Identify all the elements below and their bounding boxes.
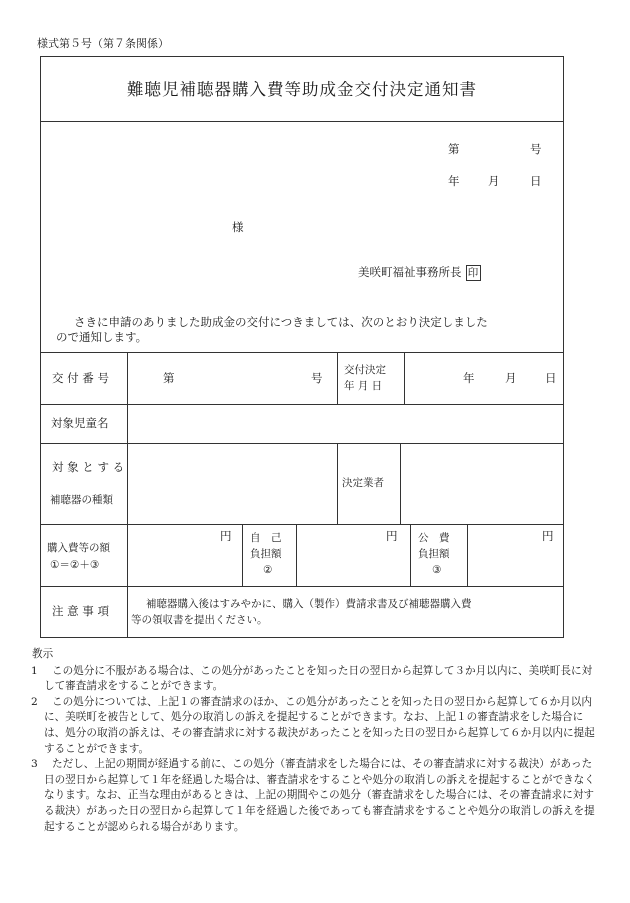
instructions-heading: 教示 [32, 648, 54, 660]
yen-total: 円 [220, 529, 232, 543]
header-gou: 号 [530, 142, 542, 156]
label-self-burden-3: ② [263, 564, 273, 576]
notes-text-2: 等の領収書を提出ください。 [131, 614, 268, 626]
instruction-text: この処分に不服がある場合は、この処分があったことを知った日の翌日から起算して３か月以内に、美咲町長に対して審査請求をすることができます。 [44, 664, 593, 693]
label-hearing-aid-type-1: 対 象 と す る [52, 460, 125, 474]
label-decision-date-1: 交付決定 [344, 364, 386, 376]
row3-col-line-a [337, 443, 338, 524]
label-purchase-amount-2: ①＝②＋③ [50, 559, 100, 571]
header-dai: 第 [448, 142, 460, 156]
yen-self: 円 [386, 529, 398, 543]
decision-hi: 日 [545, 371, 557, 385]
notes-text-1: 補聴器購入後はすみやかに、購入（製作）費請求書及び補聴器購入費 [146, 598, 472, 610]
decision-nen: 年 [463, 371, 475, 385]
instruction-item [32, 664, 602, 695]
yen-public: 円 [542, 529, 554, 543]
row1-col-line-a [337, 352, 338, 404]
table-row-line-3 [40, 524, 564, 525]
instruction-number: 3 [31, 758, 38, 771]
label-notes: 注 意 事 項 [52, 604, 109, 618]
label-hearing-aid-type-2: 補聴器の種類 [50, 494, 113, 506]
intro-line-2: ので通知します。 [56, 330, 148, 344]
instruction-text: この処分については、上記１の審査請求のほか、この処分があったことを知った日の翌日から起算して６か月以内に、美咲町を被告として、処分の取消しの訴えを提起することができます。なお、上記１の審査請求をした場合には、処分の取消の訴えは、その審査請求に対する裁決があったことを知った日の翌日から起算して６か月以内に提起することができます。 [44, 695, 595, 755]
row4-col-line-d [467, 524, 468, 586]
row4-col-line-c [410, 524, 411, 586]
instruction-text: ただし、上記の期間が経過する前に、この処分（審査請求をした場合には、その審査請求に対する裁決）があった日の翌日から起算して１年を経過した場合は、審査請求をすることや処分の取消しの訴えを提起することができなくなります。なお、正当な理由があるときは、上記の期間やこの処分（審査請求をした場合には、その審査請求に対する裁決）があった日の翌日から起算して１年を経過した後であっても審査請求をすることや処分の取消しの訴えを提起することが認められる場合があります。 [44, 758, 595, 833]
table-row-line-4 [40, 586, 564, 587]
header-hi: 日 [530, 174, 542, 188]
title-divider [40, 121, 564, 122]
label-issue-number: 交 付 番 号 [52, 371, 109, 385]
table-row-line-2 [40, 443, 564, 444]
addressee-sama: 様 [232, 220, 244, 234]
instruction-item [32, 757, 602, 835]
row4-col-line-b [296, 524, 297, 586]
decision-tsuki: 月 [505, 371, 517, 385]
seal-mark: 印 [466, 265, 481, 281]
instructions [32, 647, 602, 835]
table-top-line [40, 352, 564, 353]
table-row-line-1 [40, 404, 564, 405]
label-self-burden-2: 負担額 [250, 548, 282, 560]
label-vendor: 決定業者 [342, 477, 384, 489]
form-label: 様式第５号（第７条関係） [37, 37, 169, 50]
instruction-number: 1 [31, 664, 38, 677]
label-column-line [127, 352, 128, 638]
label-child-name: 対象児童名 [51, 416, 109, 430]
form-frame [40, 56, 564, 638]
label-public-burden-2: 負担額 [418, 548, 450, 560]
issuer [358, 265, 481, 281]
label-public-burden-1: 公 費 [418, 532, 450, 544]
issuer-name: 美咲町福祉事務所長 [358, 265, 462, 279]
intro-line-1: さきに申請のありました助成金の交付につきましては、次のとおり決定しました [74, 315, 488, 329]
header-nen: 年 [448, 174, 460, 188]
document-title: 難聴児補聴器購入費等助成金交付決定通知書 [127, 80, 477, 99]
row3-col-line-b [400, 443, 401, 524]
instruction-number: 2 [31, 695, 38, 708]
issue-dai: 第 [163, 371, 175, 385]
instruction-item [32, 695, 602, 757]
label-self-burden-1: 自 己 [250, 532, 282, 544]
header-tsuki: 月 [488, 174, 500, 188]
label-public-burden-3: ③ [432, 564, 442, 576]
label-decision-date-2: 年 月 日 [344, 380, 383, 392]
label-purchase-amount-1: 購入費等の額 [47, 542, 110, 554]
issue-gou: 号 [311, 371, 323, 385]
row4-col-line-a [242, 524, 243, 586]
row1-col-line-b [404, 352, 405, 404]
